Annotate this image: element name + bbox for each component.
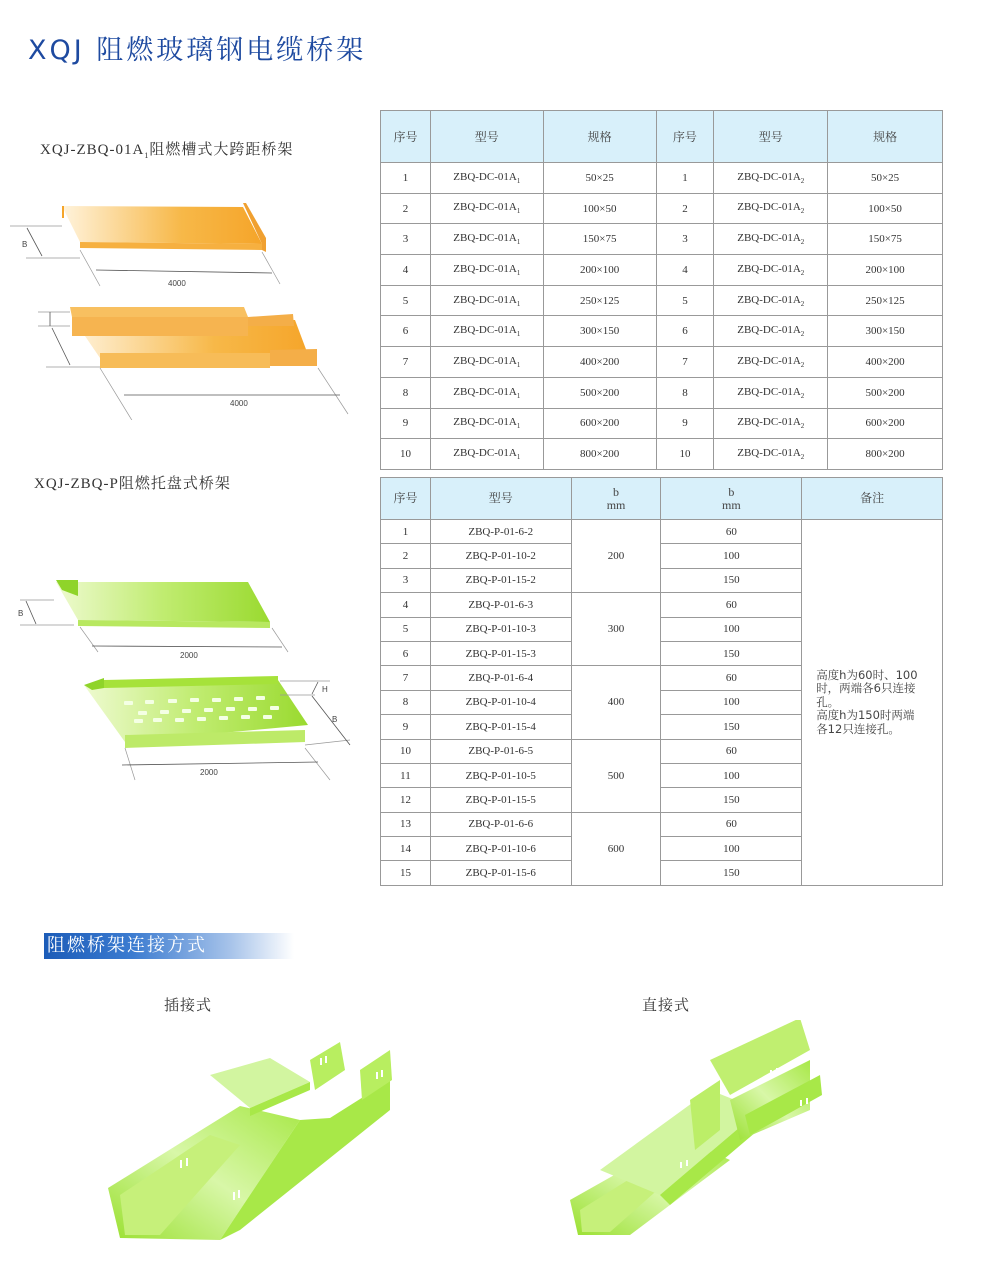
header-width: b mm [571,478,661,520]
svg-text:H: H [322,685,328,694]
trough-spec-table [380,110,943,470]
svg-text:2000: 2000 [200,768,218,777]
table-row: 9 ZBQ-$DC-01A_1$ 600×200 9 ZBQ-$DC-01A_2$ 600×200 [381,408,943,439]
tray-spec-table [380,477,943,886]
table-row: 4 ZBQ-$DC-01A_1$ 200×100 4 ZBQ-$DC-01A_2$ 200×100 [381,255,943,286]
direct-connection-label: 直接式 [642,998,691,1014]
table-row: 7 ZBQ-$DC-01A_1$ 400×200 7 ZBQ-$DC-01A_2$ 400×200 [381,347,943,378]
table-row: 6 ZBQ-P-01-15-3 150 [381,641,943,665]
table-row: 4 ZBQ-P-01-6-3 300 60 [381,593,943,617]
svg-text:B: B [22,240,28,249]
svg-text:4000: 4000 [230,399,248,408]
header-model: 型号 [430,478,571,520]
table-row: 1 ZBQ-$DC-01A_1$ 50×25 1 ZBQ-$DC-01A_2$ 50×25 [381,163,943,194]
header-model: 型号 [714,111,828,163]
table-row: 11 ZBQ-P-01-10-5 100 [381,763,943,787]
table-row: 5 ZBQ-$DC-01A_1$ 250×125 5 ZBQ-$DC-01A_2$ 250×125 [381,285,943,316]
table-row: 5 ZBQ-P-01-10-3 100 [381,617,943,641]
table-row: 14 ZBQ-P-01-10-6 100 [381,837,943,861]
table-row: 2 ZBQ-P-01-10-2 100 [381,544,943,568]
remark-cell: 高度h为60时、100 时，两端各6只连接 孔。 高度h为150时两端 各12只连接孔。 [802,520,943,886]
header-no: 序号 [381,111,431,163]
header-no: 序号 [381,478,431,520]
table-row: 8 ZBQ-P-01-10-4 100 [381,690,943,714]
plug-connection-figure [100,1020,420,1250]
svg-text:B: B [18,609,24,618]
table-row: 3 ZBQ-$DC-01A_1$ 150×75 3 ZBQ-$DC-01A_2$ 150×75 [381,224,943,255]
section2-title: XQJ-ZBQ-P阻燃托盘式桥架 [34,476,231,492]
table-row: 1 ZBQ-P-01-6-2 200 60 高度h为60时、100 时，两端各6只连接 孔。 高度h为150时两端 各12只连接孔。 [381,520,943,544]
plug-connection-label: 插接式 [164,998,213,1014]
table-row: 15 ZBQ-P-01-15-6 150 [381,861,943,885]
direct-connection-figure [560,1020,850,1250]
table-row: 8 ZBQ-$DC-01A_1$ 500×200 8 ZBQ-$DC-01A_2$ 500×200 [381,377,943,408]
connection-section-title: 阻燃桥架连接方式 [44,933,294,959]
table-header-row [381,478,943,520]
tray-figure [0,570,360,790]
table-row: 7 ZBQ-P-01-6-4 400 60 [381,666,943,690]
svg-text:B: B [332,715,338,724]
table-row: 10 ZBQ-$DC-01A_1$ 800×200 10 ZBQ-$DC-01A_2$ 800×200 [381,439,943,470]
header-spec: 规格 [543,111,656,163]
svg-text:2000: 2000 [180,651,198,660]
table-row: 13 ZBQ-P-01-6-6 600 60 [381,812,943,836]
table-row: 10 ZBQ-P-01-6-5 500 60 [381,739,943,763]
svg-text:4000: 4000 [168,279,186,288]
header-no: 序号 [656,111,714,163]
page-title: XQJ 阻燃玻璃钢电缆桥架 [28,35,367,66]
header-spec: 规格 [828,111,943,163]
table-header-row [381,111,943,163]
table-row: 3 ZBQ-P-01-15-2 150 [381,568,943,592]
table-row: 12 ZBQ-P-01-15-5 150 [381,788,943,812]
header-height: b mm [661,478,802,520]
header-remark: 备注 [802,478,943,520]
trough-tray-figure [0,190,350,420]
table-row: 2 ZBQ-$DC-01A_1$ 100×50 2 ZBQ-$DC-01A_2$ 100×50 [381,193,943,224]
header-model: 型号 [430,111,543,163]
section1-title: XQJ-$ZBQ-01A_1$阻燃槽式大跨距桥架 [40,142,294,160]
table-row: 9 ZBQ-P-01-15-4 150 [381,715,943,739]
table-row: 6 ZBQ-$DC-01A_1$ 300×150 6 ZBQ-$DC-01A_2$ 300×150 [381,316,943,347]
